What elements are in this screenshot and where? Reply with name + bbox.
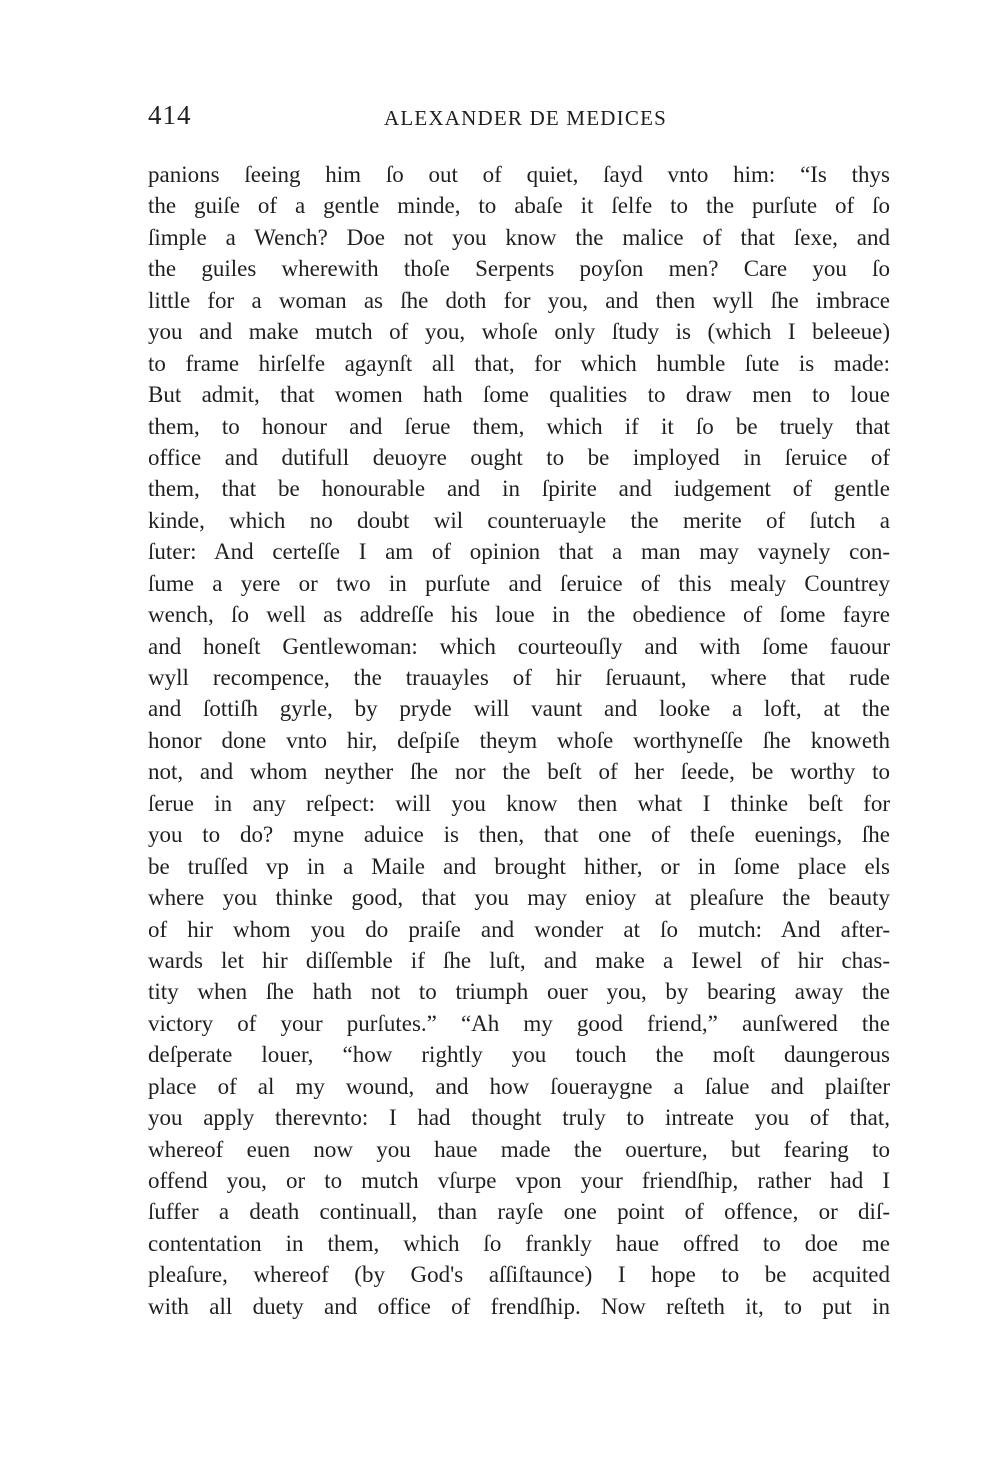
text-line: be truſſed vp in a Maile and brought hither, or in ſome place els	[148, 853, 890, 879]
text-line: But admit, that women hath ſome qualities to draw men to loue	[148, 382, 890, 408]
text-line: ſimple a Wench? Doe not you know the malice of that ſexe, and	[148, 224, 890, 250]
page-number: 414	[148, 100, 192, 130]
text-line: where you thinke good, that you may enioy at pleaſure the beauty	[148, 885, 890, 911]
body-text	[148, 159, 890, 1322]
text-line: ſuffer a death continuall, than rayſe one point of offence, or diſ-	[148, 1199, 890, 1225]
text-line: place of al my wound, and how ſoueraygne a ſalue and plaiſter	[148, 1073, 890, 1099]
text-line: you to do? myne aduice is then, that one of theſe euenings, ſhe	[148, 822, 890, 848]
text-line: tity when ſhe hath not to triumph ouer you, by bearing away the	[148, 979, 890, 1005]
text-line: pleaſure, whereof (by God's aſſiſtaunce) I hope to be acquited	[148, 1262, 890, 1288]
text-line: with all duety and office of frendſhip. Now reſteth it, to put in	[148, 1293, 890, 1319]
text-line: ſume a yere or two in purſute and ſeruice of this mealy Countrey	[148, 570, 890, 596]
text-line: contentation in them, which ſo frankly haue offred to doe me	[148, 1230, 890, 1256]
text-line: you and make mutch of you, whoſe only ſtudy is (which I beleeue)	[148, 319, 890, 345]
text-line: wards let hir diſſemble if ſhe luſt, and make a Iewel of hir chas-	[148, 947, 890, 973]
text-line: you apply therevnto: I had thought truly to intreate you of that,	[148, 1105, 890, 1131]
text-line: wench, ſo well as addreſſe his loue in the obedience of ſome fayre	[148, 602, 890, 628]
text-line: and honeſt Gentlewoman: which courteouſly and with ſome fauour	[148, 633, 890, 659]
text-line: of hir whom you do praiſe and wonder at ſo mutch: And after-	[148, 916, 890, 942]
text-line: deſperate louer, “how rightly you touch the moſt daungerous	[148, 1042, 890, 1068]
text-line: wyll recompence, the trauayles of hir ſeruaunt, where that rude	[148, 665, 890, 690]
text-line: ſuter: And certeſſe I am of opinion that a man may vaynely con-	[148, 539, 890, 565]
running-head	[148, 100, 888, 140]
running-title: ALEXANDER DE MEDICES	[384, 106, 667, 130]
text-line: not, and whom neyther ſhe nor the beſt of her ſeede, be worthy to	[148, 759, 890, 785]
text-line: kinde, which no doubt wil counteruayle the merite of ſutch a	[148, 507, 890, 533]
text-line: the guiles wherewith thoſe Serpents poyſon men? Care you ſo	[148, 256, 890, 282]
text-line: honor done vnto hir, deſpiſe theym whoſe worthyneſſe ſhe knoweth	[148, 727, 890, 753]
text-line: ſerue in any reſpect: will you know then what I thinke beſt for	[148, 790, 890, 816]
text-line: offend you, or to mutch vſurpe vpon your friendſhip, rather had I	[148, 1168, 890, 1193]
text-line: and ſottiſh gyrle, by pryde will vaunt and looke a loft, at the	[148, 696, 890, 722]
text-line: the guiſe of a gentle minde, to abaſe it ſelfe to the purſute of ſo	[148, 193, 890, 219]
text-line: office and dutifull deuoyre ought to be imployed in ſeruice of	[148, 444, 890, 470]
text-line: them, to honour and ſerue them, which if it ſo be truely that	[148, 413, 890, 439]
text-line: whereof euen now you haue made the ouerture, but fearing to	[148, 1136, 890, 1162]
text-line: them, that be honourable and in ſpirite and iudgement of gentle	[148, 476, 890, 502]
text-line: to frame hirſelfe agaynſt all that, for which humble ſute is made:	[148, 350, 890, 376]
text-line: victory of your purſutes.” “Ah my good friend,” aunſwered the	[148, 1010, 890, 1036]
text-line: little for a woman as ſhe doth for you, and then wyll ſhe imbrace	[148, 287, 890, 313]
text-line: panions ſeeing him ſo out of quiet, ſayd vnto him: “Is thys	[148, 162, 890, 187]
